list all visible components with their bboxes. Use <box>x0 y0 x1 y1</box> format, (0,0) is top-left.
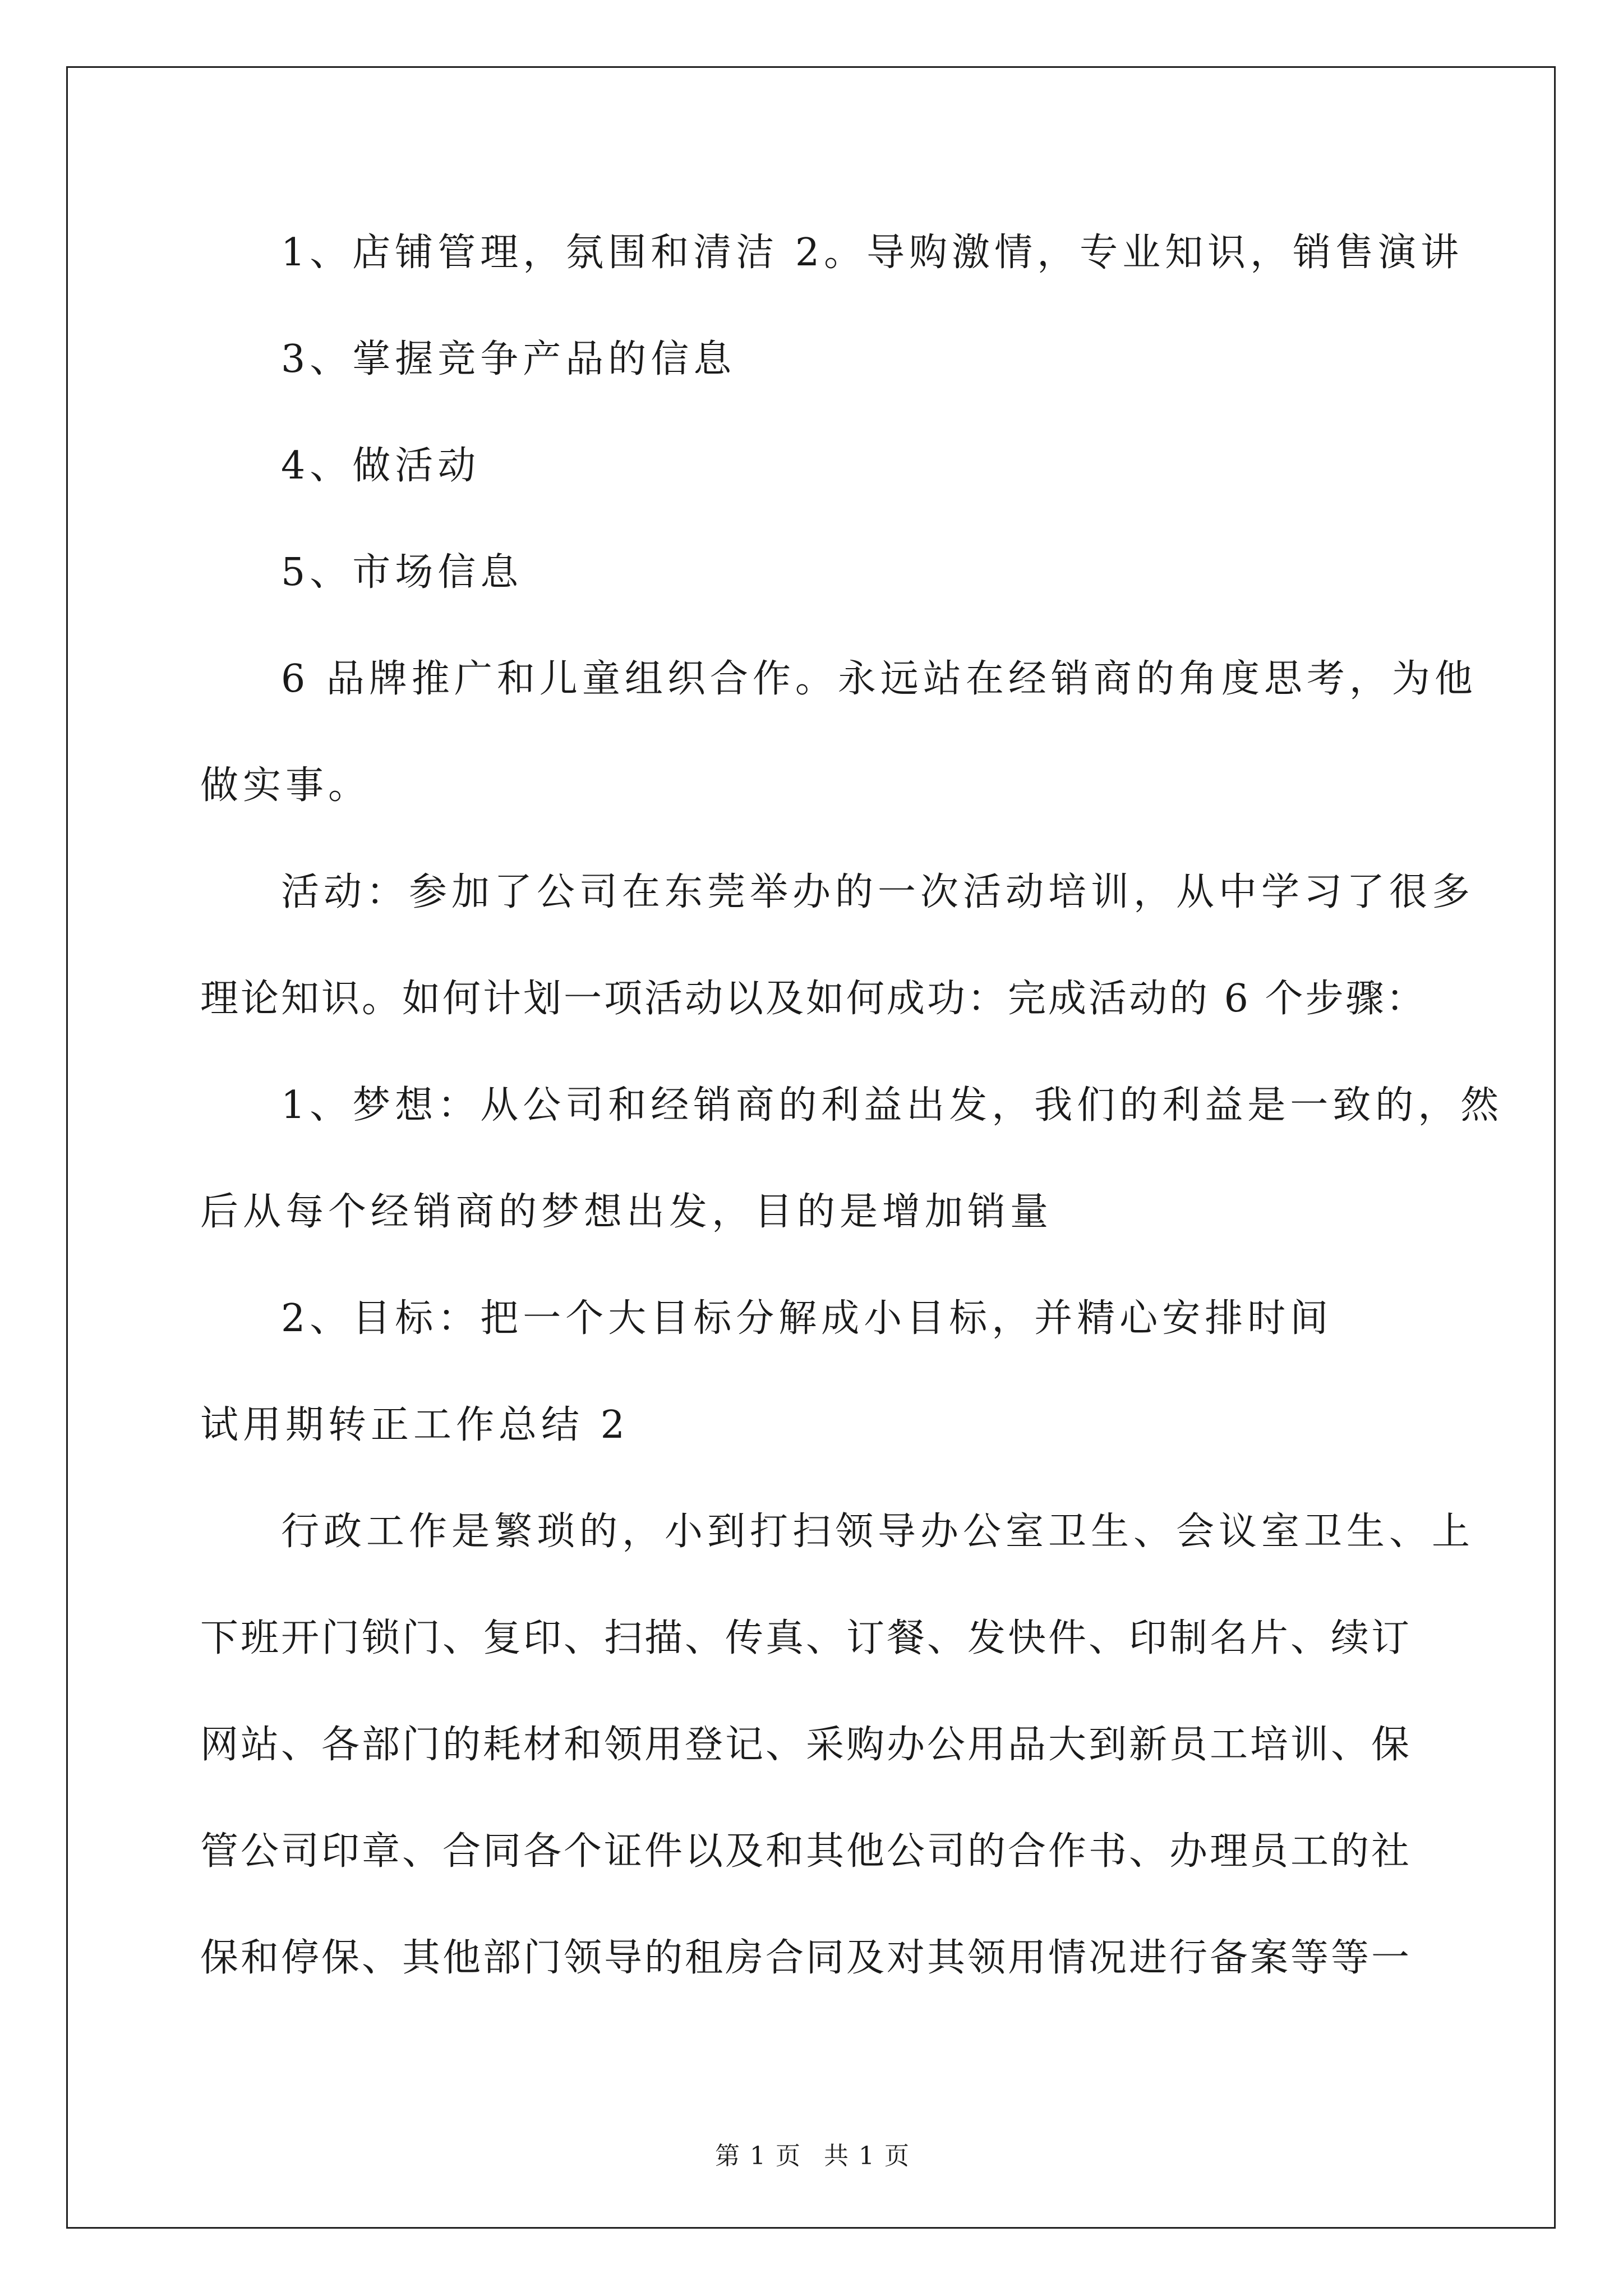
page-total: 共 1 页 <box>824 2142 910 2170</box>
paragraph-line: 做实事。 <box>200 763 371 808</box>
page-footer <box>68 2141 1557 2171</box>
paragraph-line: 活动：参加了公司在东莞举办的一次活动培训，从中学习了很多 <box>281 870 1475 914</box>
paragraph-line: 3、掌握竞争产品的信息 <box>281 337 736 381</box>
paragraph-line: 2、目标：把一个大目标分解成小目标，并精心安排时间 <box>281 1296 1333 1341</box>
page-number: 第 1 页 <box>715 2142 801 2170</box>
paragraph-line: 网站、各部门的耗材和领用登记、采购办公用品大到新员工培训、保 <box>200 1723 1412 1767</box>
paragraph-line: 管公司印章、合同各个证件以及和其他公司的合作书、办理员工的社 <box>200 1829 1412 1874</box>
page-frame <box>66 66 1556 2229</box>
paragraph-line: 6 品牌推广和儿童组织合作。永远站在经销商的角度思考，为他 <box>281 657 1477 701</box>
paragraph-line: 保和停保、其他部门领导的租房合同及对其领用情况进行备案等等一 <box>200 1936 1412 1980</box>
paragraph-line: 理论知识。如何计划一项活动以及如何成功：完成活动的 6 个步骤： <box>200 977 1427 1021</box>
paragraph-line: 行政工作是繁琐的，小到打扫领导办公室卫生、会议室卫生、上 <box>281 1510 1475 1554</box>
paragraph-line: 1、店铺管理，氛围和清洁 2。导购激情，专业知识，销售演讲 <box>281 231 1464 275</box>
paragraph-line: 1、梦想：从公司和经销商的利益出发，我们的利益是一致的，然 <box>281 1083 1504 1128</box>
section-heading: 试用期转正工作总结 2 <box>200 1403 629 1447</box>
paragraph-line: 下班开门锁门、复印、扫描、传真、订餐、发快件、印制名片、续订 <box>200 1616 1412 1660</box>
paragraph-line: 4、做活动 <box>281 444 481 488</box>
paragraph-line: 5、市场信息 <box>281 550 523 595</box>
paragraph-line: 后从每个经销商的梦想出发，目的是增加销量 <box>200 1190 1053 1234</box>
